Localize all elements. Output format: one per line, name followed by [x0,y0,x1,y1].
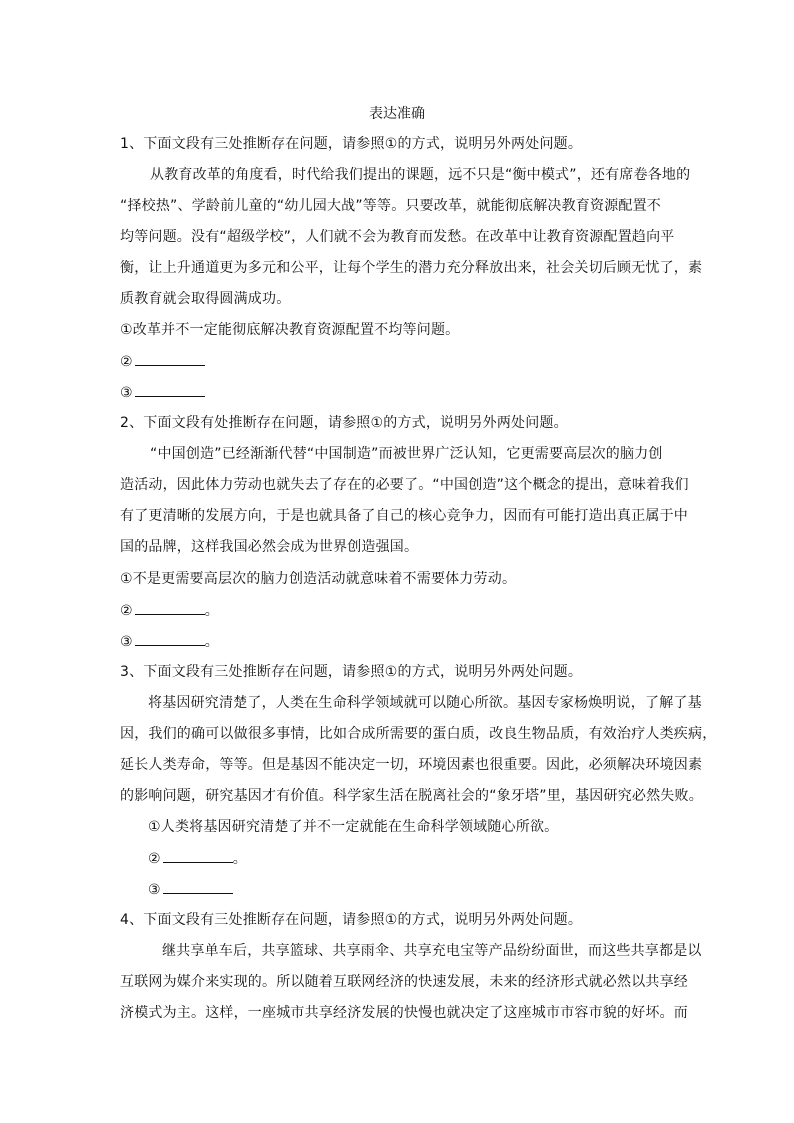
q2-answer-1: ①不是更需要高层次的脑力创造活动就意味着不需要体力劳动。 [120,571,517,587]
q1-answer-2 [120,351,205,372]
q3-answer-2-marker: ② [148,851,161,867]
q2-answer-3-marker: ③ [120,634,133,650]
q2-passage-line-3: 有了更清晰的发展方向，于是也就具备了自己的核心竞争力，因而有可能打造出真正属于中 [120,508,688,524]
q1-answer-3-marker: ③ [120,385,133,401]
q4-prompt: 4、下面文段有三处推断存在问题，请参照①的方式，说明另外两处问题。 [120,912,583,928]
q3-answer-1: ①人类将基因研究清楚了并不一定就能在生命科学领域随心所欲。 [148,819,559,835]
q1-passage-line-3: 均等问题。没有“超级学校”，人们就不会为教育而发愁。在改革中让教育资源配置趋向平 [120,229,675,245]
q2-answer-3-blank[interactable] [135,631,205,646]
q2-answer-2-blank[interactable] [135,600,205,615]
q1-passage-line-1: 从教育改革的角度看，时代给我们提出的课题，远不只是“衡中模式”，还有席卷各地的 [150,167,691,183]
q3-prompt: 3、下面文段有三处推断存在问题，请参照①的方式，说明另外两处问题。 [120,664,583,680]
q2-answer-3 [120,631,219,652]
q3-answer-2 [148,848,247,869]
q2-answer-2 [120,600,219,621]
q2-passage-line-2: 造活动，因此体力劳动也就失去了存在的必要了。“中国创造”这个概念的提出，意味着我们 [120,477,689,493]
q3-answer-3-marker: ③ [148,882,161,898]
q3-answer-3 [148,879,233,900]
q2-passage-line-1: “中国创造”已经渐渐代替“中国制造”而被世界广泛认知，它更需要高层次的脑力创 [150,446,663,462]
q3-passage-line-3: 延长人类寿命，等等。但是基因不能决定一切，环境因素也很重要。因此，必须解决环境因素 [120,757,703,773]
q2-answer-3-period: 。 [204,634,219,650]
q2-prompt: 2、下面文段有处推断存在问题，请参照①的方式，说明另外两处问题。 [120,415,568,431]
q4-passage-line-2: 互联网为媒介来实现的。所以随着互联网经济的快速发展，未来的经济形式就必然以共享经 [120,974,688,990]
q1-answer-1: ①改革并不一定能彻底解决教育资源配置不均等问题。 [120,322,460,338]
q1-prompt: 1、下面文段有三处推断存在问题，请参照①的方式，说明另外两处问题。 [120,136,583,152]
q2-passage-line-4: 国的品牌，这样我国必然会成为世界创造强国。 [120,539,419,555]
q1-answer-2-blank[interactable] [135,351,205,366]
q1-answer-2-marker: ② [120,354,133,370]
q3-answer-3-blank[interactable] [163,879,233,894]
q1-answer-3 [120,382,205,403]
q4-passage-line-3: 济模式为主。这样，一座城市共享经济发展的快慢也就决定了这座城市市容市貌的好坏。而 [120,1005,688,1021]
q2-answer-2-period: 。 [204,603,219,619]
q4-passage-line-1: 继共享单车后，共享篮球、共享雨伞、共享充电宝等产品纷纷面世，而这些共享都是以 [162,943,702,959]
q2-answer-2-marker: ② [120,603,133,619]
q1-answer-3-blank[interactable] [135,382,205,397]
q3-answer-2-period: 。 [232,851,247,867]
q3-passage-line-2: 因，我们的确可以做很多事情，比如合成所需要的蛋白质，改良生物品质，有效治疗人类疾病， [120,726,717,742]
q1-passage-line-4: 衡，让上升通道更为多元和公平，让每个学生的潜力充分释放出来，社会关切后顾无忧了，素 [120,260,703,276]
q1-passage-line-5: 质教育就会取得圆满成功。 [120,291,291,307]
q3-passage-line-4: 的影响问题，研究基因才有价值。科学家生活在脱离社会的“象牙塔”里，基因研究必然失败。 [120,788,703,804]
q3-passage-line-1: 将基因研究清楚了，人类在生命科学领域就可以随心所欲。基因专家杨焕明说，了解了基 [148,695,702,711]
q1-passage-line-2: “择校热”、学龄前儿童的“幼儿园大战”等等。只要改革，就能彻底解决教育资源配置不 [120,198,662,214]
page-title: 表达准确 [369,106,425,122]
q3-answer-2-blank[interactable] [163,848,233,863]
